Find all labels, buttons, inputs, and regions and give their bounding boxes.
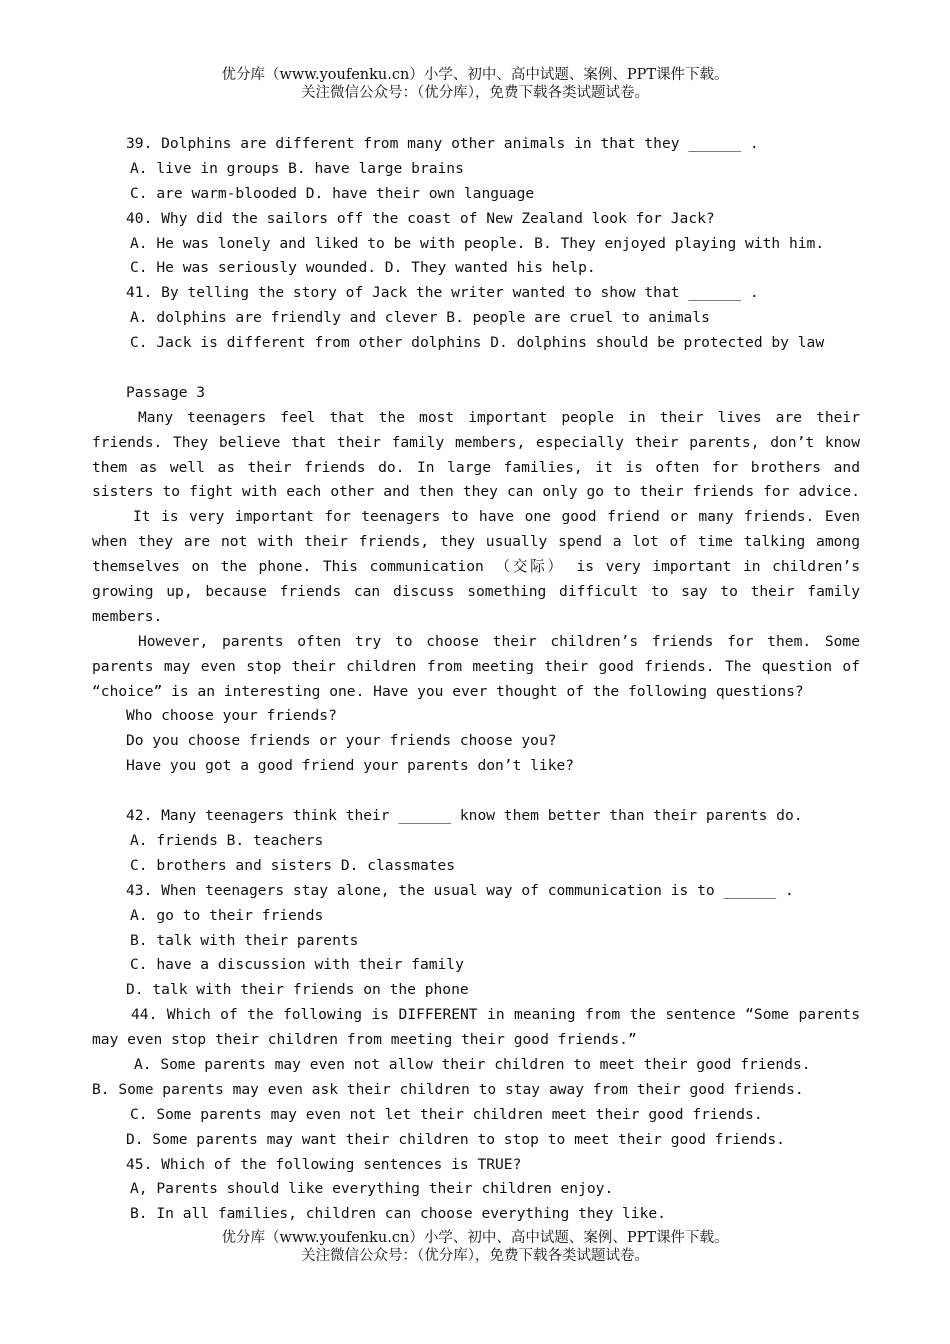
- q43-option-d: D. talk with their friends on the phone: [126, 981, 469, 999]
- q39-options-ab: A. live in groups B. have large brains: [130, 159, 464, 177]
- p1-line-1: Many teenagers feel that the most important people in their lives are their: [138, 408, 860, 426]
- q45-stem: 45. Which of the following sentences is TRUE?: [126, 1155, 522, 1173]
- document-body: [0, 132, 950, 1227]
- p3-line-2: parents may even stop their children from meeting their good friends. The question of: [92, 657, 860, 675]
- p3-line-1: However, parents often try to choose their children’s friends for them. Some: [138, 632, 860, 650]
- p1-line-3: them as well as their friends do. In large families, it is often for brothers and: [92, 458, 860, 476]
- header-line-2: 关注微信公众号：（优分库），免费下载各类试题试卷。: [301, 85, 649, 101]
- q39-stem: 39. Dolphins are different from many other animals in that they ______ .: [126, 135, 759, 152]
- q43-option-a: A. go to their friends: [130, 906, 324, 924]
- q43-option-b: B. talk with their parents: [130, 931, 359, 949]
- q41-options-ab: A. dolphins are friendly and clever B. people are cruel to animals: [130, 309, 710, 327]
- q43-option-c: C. have a discussion with their family: [130, 956, 464, 974]
- q42-options-ab: A. friends B. teachers: [130, 831, 324, 849]
- q41-stem: 41. By telling the story of Jack the writer wanted to show that ______ .: [126, 284, 759, 302]
- q44-option-c: C. Some parents may even not let their children meet their good friends.: [130, 1105, 763, 1123]
- q42-options-cd: C. brothers and sisters D. classmates: [130, 856, 456, 874]
- p2-line-3: themselves on the phone. This communication （交际） is very important in children’s: [92, 558, 860, 576]
- header-line-1: 优分库（www.youfenku.cn）小学、初中、高中试题、案例、PPT课件下载。: [221, 67, 729, 83]
- footer-line-2: 关注微信公众号：（优分库），免费下载各类试题试卷。: [301, 1248, 649, 1264]
- q43-stem: 43. When teenagers stay alone, the usual way of communication is to ______ .: [126, 881, 794, 899]
- q41-options-cd: C. Jack is different from other dolphins D. dolphins should be protected by law: [130, 334, 825, 352]
- p3-line-3: “choice” is an interesting one. Have you ever thought of the following questions?: [92, 682, 804, 700]
- passage-question-3: Have you got a good friend your parents don’t like?: [126, 757, 575, 775]
- passage-question-1: Who choose your friends?: [126, 707, 337, 725]
- q40-stem: 40. Why did the sailors off the coast of New Zealand look for Jack?: [126, 209, 715, 227]
- p2-line-4: growing up, because friends can discuss something difficult to say to their family: [92, 583, 860, 601]
- q44-option-d: D. Some parents may want their children to stop to meet their good friends.: [126, 1130, 785, 1148]
- q44-option-b: B. Some parents may even ask their children to stay away from their good friends.: [92, 1080, 804, 1098]
- p2-line-1: It is very important for teenagers to have one good friend or many friends. Even: [133, 508, 860, 526]
- p2-line-5: members.: [92, 607, 163, 625]
- q39-options-cd: C. are warm-blooded D. have their own language: [130, 184, 535, 202]
- passage-title: Passage 3: [126, 383, 206, 401]
- q45-option-a: A, Parents should like everything their children enjoy.: [130, 1180, 614, 1198]
- footer-line-1: 优分库（www.youfenku.cn）小学、初中、高中试题、案例、PPT课件下载。: [221, 1230, 729, 1246]
- p1-line-4: sisters to fight with each other and then they can only go to their friends for advice.: [92, 483, 860, 501]
- page-footer: [0, 1229, 950, 1265]
- passage-question-2: Do you choose friends or your friends choose you?: [126, 732, 557, 750]
- q44-option-a: A. Some parents may even not allow their children to meet their good friends.: [134, 1055, 811, 1073]
- page-header: [0, 66, 950, 102]
- q40-options-ab: A. He was lonely and liked to be with people. B. They enjoyed playing with him.: [130, 234, 825, 252]
- q44-stem-line-2: may even stop their children from meeting their good friends.”: [92, 1031, 637, 1049]
- q40-options-cd: C. He was seriously wounded. D. They wanted his help.: [130, 259, 596, 277]
- q45-option-b: B. In all families, children can choose everything they like.: [130, 1205, 666, 1223]
- p1-line-2: friends. They believe that their family members, especially their parents, don’t know: [92, 433, 860, 451]
- q42-stem: 42. Many teenagers think their ______ know them better than their parents do.: [126, 807, 803, 825]
- q44-stem-line-1: 44. Which of the following is DIFFERENT in meaning from the sentence “Some parents: [131, 1006, 860, 1024]
- p2-line-2: when they are not with their friends, they usually spend a lot of time talking among: [92, 533, 860, 551]
